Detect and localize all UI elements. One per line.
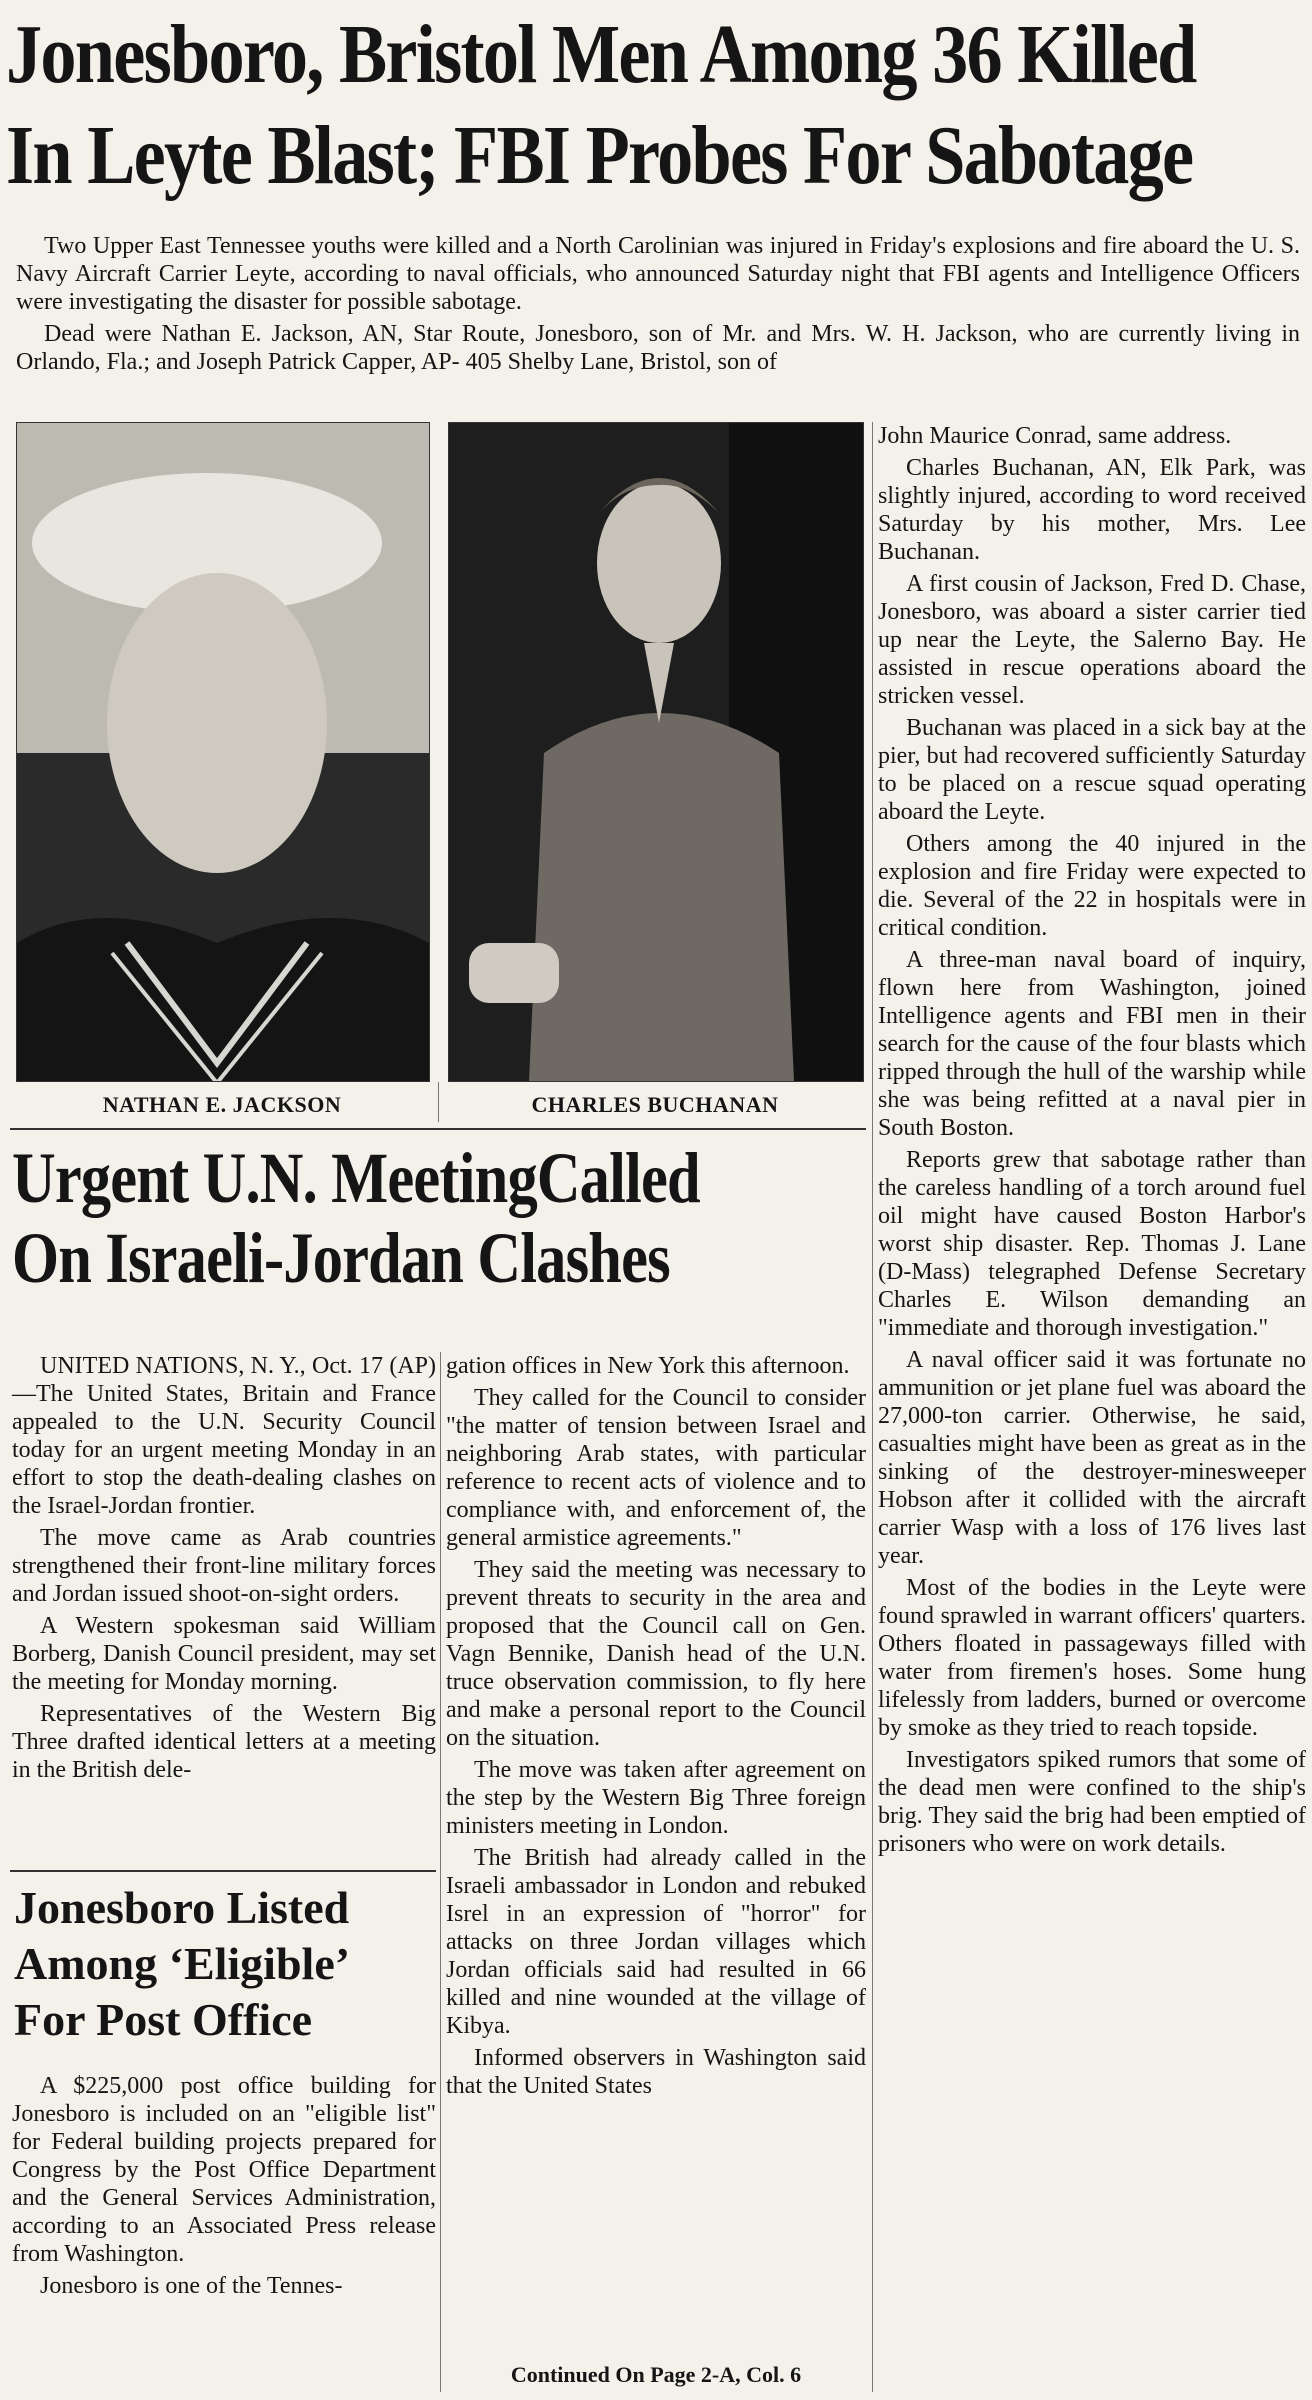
un-paragraph: They said the meeting was necessary to prevent threats to security in the area and proposed that the Council call on Gen. Vagn Bennike, Danish head of the U.N. truce observation commission, to fly here and make a personal report to the Council on the situation. <box>446 1557 866 1751</box>
sailor-portrait-image <box>449 423 863 1081</box>
photo-caption: NATHAN E. JACKSON <box>102 1092 342 1117</box>
un-paragraph: gation offices in New York this afternoon. <box>446 1353 850 1379</box>
leyte-paragraph: Buchanan was placed in a sick bay at the pier, but had recovered sufficiently Saturday to be placed on a rescue squad operating aboard the Leyte. <box>878 715 1306 825</box>
column-rule <box>438 1082 439 1122</box>
leyte-paragraph: Reports grew that sabotage rather than the careless handling of a torch around fuel oil might have caused Boston Harbor's worst ship disaster. Rep. Thomas J. Lane (D-Mass) telegraphed Defense Secretary Charles E. Wilson demanding an "immediate and thorough investigation." <box>878 1147 1306 1341</box>
leyte-paragraph: A naval officer said it was fortunate no ammunition or jet plane fuel was aboard the 27,000-ton carrier. Otherwise, he said, casualties might have been as great as in the sinking of the destroyer-minesweeper Hobson after it collided with the aircraft carrier Wasp with a loss of 176 lives last year. <box>878 1347 1306 1569</box>
column-rule <box>872 422 873 2392</box>
photo-caption: CHARLES BUCHANAN <box>531 1092 779 1117</box>
post-office-headline-line: Among ‘Eligible’ <box>14 1938 351 1989</box>
post-office-paragraph: A $225,000 post office building for Jonesboro is included on an "eligible list" for Federal building projects prepared for Congress by the Post Office Department and the General Services Administration, according to an Associated Press release from Washington. <box>12 2073 436 2267</box>
un-story-column-1 <box>12 1352 436 1788</box>
leyte-paragraph: Charles Buchanan, AN, Elk Park, was slightly injured, according to word received Saturday by his mother, Mrs. Lee Buchanan. <box>878 455 1306 565</box>
leyte-paragraph: Most of the bodies in the Leyte were found sprawled in warrant officers' quarters. Others floated in passageways filled with water from firemen's hoses. Some hung lifelessly from ladders, burned or overcome by smoke as they tried to reach topside. <box>878 1575 1306 1741</box>
un-headline <box>12 1138 852 1298</box>
leyte-story-column <box>878 422 1306 1862</box>
section-rule <box>10 1870 436 1872</box>
lead-paragraph: Dead were Nathan E. Jackson, AN, Star Route, Jonesboro, son of Mr. and Mrs. W. H. Jackson, who are currently living in Orlando, Fla.; and Joseph Patrick Capper, AP- 405 Shelby Lane, Bristol, son of <box>16 321 1300 375</box>
leyte-paragraph: John Maurice Conrad, same address. <box>878 423 1232 449</box>
un-paragraph: Representatives of the Western Big Three drafted identical letters at a meeting in the British dele- <box>12 1701 436 1783</box>
un-paragraph: A Western spokesman said William Borberg, Danish Council president, may set the meeting for Monday morning. <box>12 1613 436 1695</box>
un-paragraph: Informed observers in Washington said that the United States <box>446 2045 866 2099</box>
section-rule <box>10 1128 866 1130</box>
un-paragraph: The move came as Arab countries strengthened their front-line military forces and Jordan issued shoot-on-sight orders. <box>12 1525 436 1607</box>
post-office-headline <box>14 1880 434 2048</box>
main-headline <box>6 4 1196 206</box>
main-headline-line2: In Leyte Blast; FBI Probes For Sabotage <box>6 109 1193 202</box>
leyte-paragraph: A three-man naval board of inquiry, flown here from Washington, joined Intelligence agents and FBI men in their search for the cause of the four blasts which ripped through the hull of the warship while she was being refitted at a naval pier in South Boston. <box>878 947 1306 1141</box>
continued-jump-line: Continued On Page 2-A, Col. 6 <box>510 2362 802 2387</box>
un-story-column-2 <box>446 1352 866 2104</box>
leyte-paragraph: A first cousin of Jackson, Fred D. Chase, Jonesboro, was aboard a sister carrier tied up near the Leyte, the Salerno Bay. He assisted in rescue operations aboard the stricken vessel. <box>878 571 1306 709</box>
main-headline-line1: Jonesboro, Bristol Men Among 36 Killed <box>6 8 1196 101</box>
lead-text <box>16 232 1300 380</box>
column-rule <box>440 1352 441 2392</box>
un-paragraph: The British had already called in the Israeli ambassador in London and rebuked Isrel in an expression of "horror" for attacks on three Jordan villages which Jordan officials said had resulted in 66 killed and nine wounded at the village of Kibya. <box>446 1845 866 2039</box>
post-office-story <box>12 2072 436 2304</box>
un-headline-line2: On Israeli-Jordan Clashes <box>12 1218 670 1298</box>
un-paragraph: UNITED NATIONS, N. Y., Oct. 17 (AP)—The United States, Britain and France appealed to the U.N. Security Council today for an urgent meeting Monday in an effort to stop the death-dealing clashes on the Israel-Jordan frontier. <box>12 1353 436 1519</box>
photo-charles-buchanan <box>448 422 864 1082</box>
post-office-headline-line: For Post Office <box>14 1994 313 2045</box>
leyte-paragraph: Investigators spiked rumors that some of the dead men were confined to the ship's brig. They said the brig had been emptied of prisoners who were on work details. <box>878 1747 1306 1857</box>
lead-paragraph: Two Upper East Tennessee youths were killed and a North Carolinian was injured in Friday's explosions and fire aboard the U. S. Navy Aircraft Carrier Leyte, according to naval officials, who announced Saturday night that FBI agents and Intelligence Officers were investigating the disaster for possible sabotage. <box>16 233 1300 315</box>
post-office-headline-line: Jonesboro Listed <box>14 1882 350 1933</box>
un-paragraph: They called for the Council to consider "the matter of tension between Israel and neighboring Arab states, with particular reference to recent acts of violence and to compliance with, and enforcement of, the general armistice agreements." <box>446 1385 866 1551</box>
photo-nathan-jackson <box>16 422 430 1082</box>
post-office-paragraph: Jonesboro is one of the Tennes- <box>40 2273 343 2299</box>
un-headline-line1: Urgent U.N. MeetingCalled <box>12 1138 700 1218</box>
leyte-paragraph: Others among the 40 injured in the explosion and fire Friday were expected to die. Several of the 22 in hospitals were in critical condition. <box>878 831 1306 941</box>
sailor-portrait-image <box>17 423 429 1081</box>
un-paragraph: The move was taken after agreement on the step by the Western Big Three foreign ministers meeting in London. <box>446 1757 866 1839</box>
